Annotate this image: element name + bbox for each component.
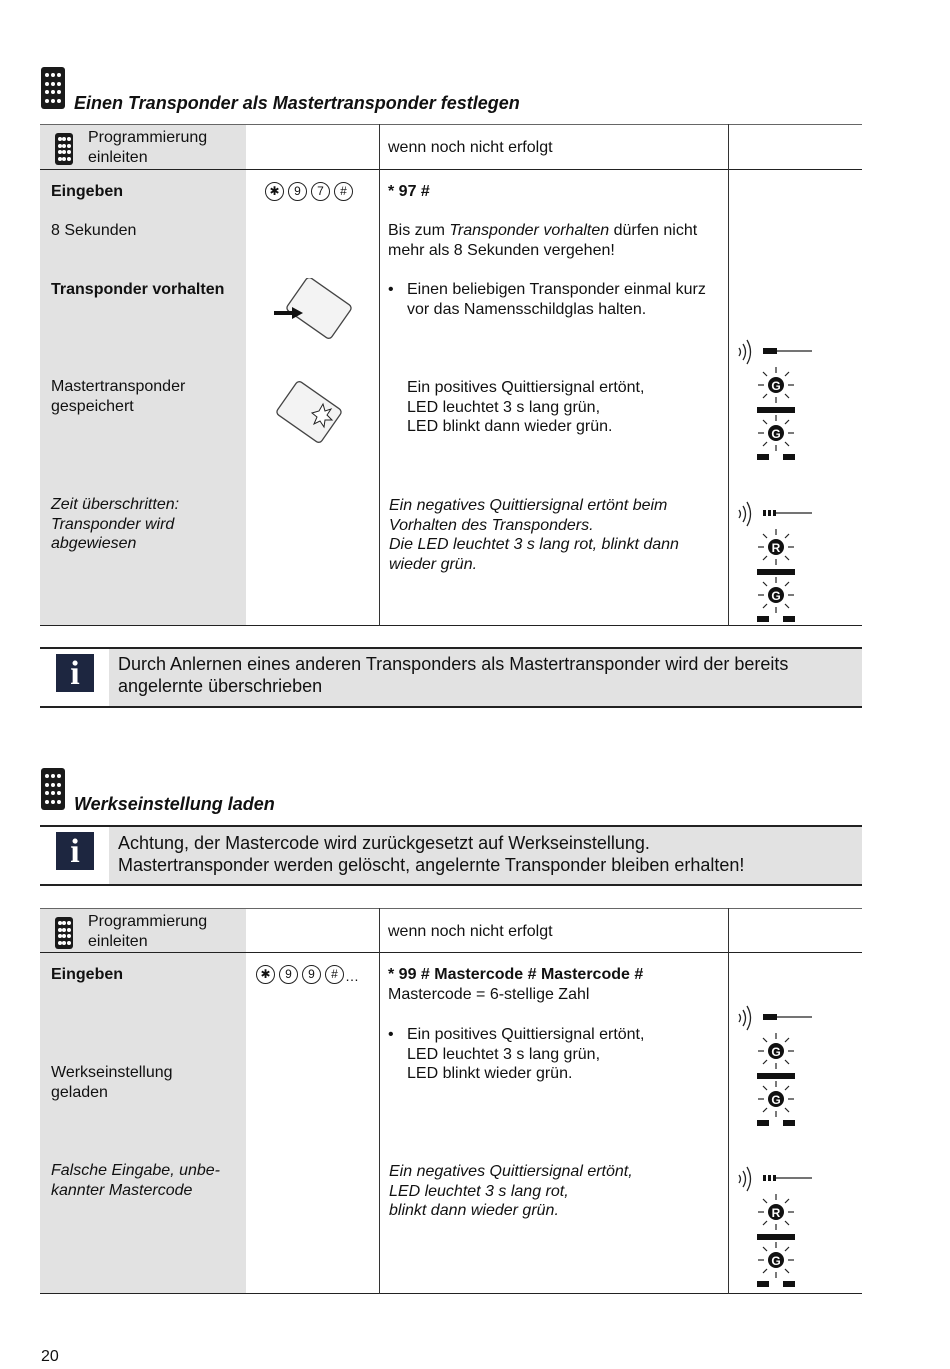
signal-negative-icon — [735, 498, 815, 626]
keypad-icon — [41, 768, 65, 810]
row-value: Ein negatives Quittiersignal ertönt beim Vorhalten des Transponders. Die LED leuchtet 3 s lang rot, blinkt dann wieder grün. — [389, 497, 679, 573]
svg-text:G: G — [771, 1045, 781, 1059]
signal-positive-icon — [735, 1002, 815, 1130]
digit-key: 9 — [279, 965, 298, 984]
row-value-sub: Mastercode = 6-stellige Zahl — [388, 986, 590, 1003]
row-label: Falsche Eingabe, unbe- kannter Mastercode — [51, 1162, 220, 1199]
keypad-icon — [55, 917, 73, 949]
info-icon: i — [56, 832, 94, 870]
row-value: • Ein positives Quittiersignal ertönt, LED leuchtet 3 s lang grün, LED blinkt wieder grün. — [407, 1025, 644, 1084]
svg-text:G: G — [771, 379, 781, 393]
svg-text:G: G — [771, 1093, 781, 1107]
svg-text:R: R — [771, 541, 781, 555]
keypad-icon — [41, 67, 65, 109]
keypad-icon — [55, 133, 73, 165]
section-title: Einen Transponder als Mastertransponder festlegen — [74, 93, 520, 113]
row-value: * 97 # — [388, 183, 430, 200]
row-value: * 99 # Mastercode # Mastercode # — [388, 966, 644, 983]
key-sequence — [265, 182, 353, 201]
signal-positive-icon — [735, 336, 815, 464]
row-label: Mastertransponder gespeichert — [51, 378, 186, 415]
warning-text: Achtung, der Mastercode wird zurückgesetzt auf Werkseinstellung. Mastertransponder werden gelöscht, angelernte Transponder bleiben erhalten! — [118, 833, 745, 875]
svg-text:R: R — [771, 1206, 781, 1220]
hash-key: # — [334, 182, 353, 201]
signal-negative-icon — [735, 1163, 815, 1291]
keys-continue: … — [345, 968, 359, 984]
digit-key: 9 — [288, 182, 307, 201]
svg-text:G: G — [771, 1254, 781, 1268]
key-sequence — [256, 965, 359, 984]
svg-text:G: G — [771, 427, 781, 441]
header-left: Programmierung einleiten — [88, 913, 208, 950]
page-number: 20 — [41, 1348, 59, 1365]
transponder-card-icon — [270, 278, 356, 354]
row-label: Eingeben — [51, 966, 124, 983]
row-value: Ein negatives Quittiersignal ertönt, LED leuchtet 3 s lang rot, blinkt dann wieder grün. — [389, 1163, 633, 1219]
info-text: Durch Anlernen eines anderen Transponders als Mastertransponder wird der bereits angelernte überschrieben — [118, 654, 789, 696]
header-right: wenn noch nicht erfolgt — [388, 139, 553, 156]
svg-text:G: G — [771, 589, 781, 603]
row-value: • Einen beliebigen Transponder einmal kurz vor das Namensschildglas halten. — [407, 280, 722, 319]
header-right: wenn noch nicht erfolgt — [388, 923, 553, 940]
row-label: 8 Sekunden — [51, 222, 137, 239]
row-value: Bis zum Transponder vorhalten dürfen nicht mehr als 8 Sekunden vergehen! — [388, 222, 698, 259]
row-label: Eingeben — [51, 183, 124, 200]
star-key: ✱ — [265, 182, 284, 201]
row-value: Ein positives Quittiersignal ertönt, LED leuchtet 3 s lang grün, LED blinkt dann wieder grün. — [407, 379, 645, 435]
info-icon: i — [56, 654, 94, 692]
hash-key: # — [325, 965, 344, 984]
section-title: Werkseinstellung laden — [74, 794, 275, 814]
header-left: Programmierung einleiten — [88, 129, 208, 166]
transponder-stored-icon — [268, 380, 350, 456]
digit-key: 7 — [311, 182, 330, 201]
row-label: Zeit überschritten: Transponder wird abgewiesen — [51, 496, 180, 552]
row-label: Transponder vorhalten — [51, 281, 225, 298]
star-key: ✱ — [256, 965, 275, 984]
row-label: Werkseinstellung geladen — [51, 1064, 173, 1101]
digit-key: 9 — [302, 965, 321, 984]
